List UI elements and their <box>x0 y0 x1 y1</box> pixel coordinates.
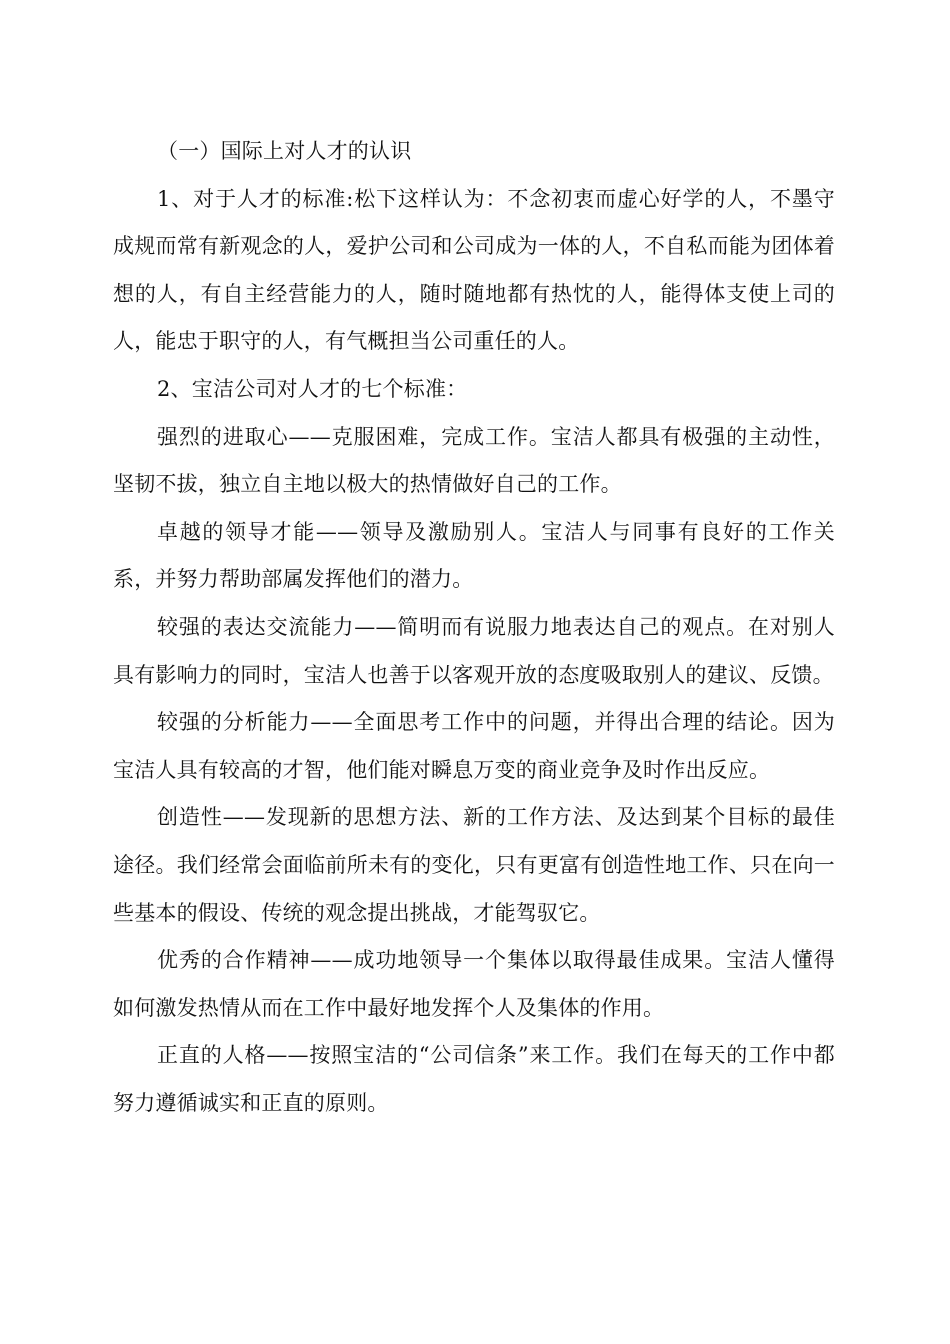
paragraph-pg-intro: 2、宝洁公司对人才的七个标准： <box>157 376 468 401</box>
paragraph-integrity: 正直的人格——按照宝洁的“公司信条”来工作。我们在每天的工作中都努力遵循诚实和正直的原则。 <box>113 1043 835 1115</box>
paragraph-communication: 较强的表达交流能力——简明而有说服力地表达自己的观点。在对别人具有影响力的同时，宝洁人也善于以客观开放的态度吸取别人的建议、反馈。 <box>113 614 835 687</box>
section-heading: （一）国际上对人才的认识 <box>157 139 412 163</box>
paragraph-creativity: 创造性——发现新的思想方法、新的工作方法、及达到某个目标的最佳途径。我们经常会面临前所未有的变化，只有更富有创造性地工作、只在向一些基本的假设、传统的观念提出挑战，才能驾驭它。 <box>113 805 835 925</box>
paragraph-matsushita-criteria: 1、对于人才的标准:松下这样认为：不念初衷而虚心好学的人，不墨守成规而常有新观念的人，爱护公司和公司成为一体的人，不自私而能为团体着想的人，有自主经营能力的人，随时随地都有热忱的人，能得体支使上司的人，能忠于职守的人，有气概担当公司重任的人。 <box>113 186 835 354</box>
paragraph-teamwork: 优秀的合作精神——成功地领导一个集体以取得最佳成果。宝洁人懂得如何激发热情从而在工作中最好地发挥个人及集体的作用。 <box>113 948 835 1020</box>
document-body <box>113 128 835 1127</box>
paragraph-ambition: 强烈的进取心——克服困难，完成工作。宝洁人都具有极强的主动性，坚韧不拔，独立自主地以极大的热情做好自己的工作。 <box>113 424 835 497</box>
paragraph-analysis: 较强的分析能力——全面思考工作中的问题，并得出合理的结论。因为宝洁人具有较高的才智，他们能对瞬息万变的商业竞争及时作出反应。 <box>113 710 835 782</box>
paragraph-leadership: 卓越的领导才能——领导及激励别人。宝洁人与同事有良好的工作关系，并努力帮助部属发挥他们的潜力。 <box>113 519 835 592</box>
